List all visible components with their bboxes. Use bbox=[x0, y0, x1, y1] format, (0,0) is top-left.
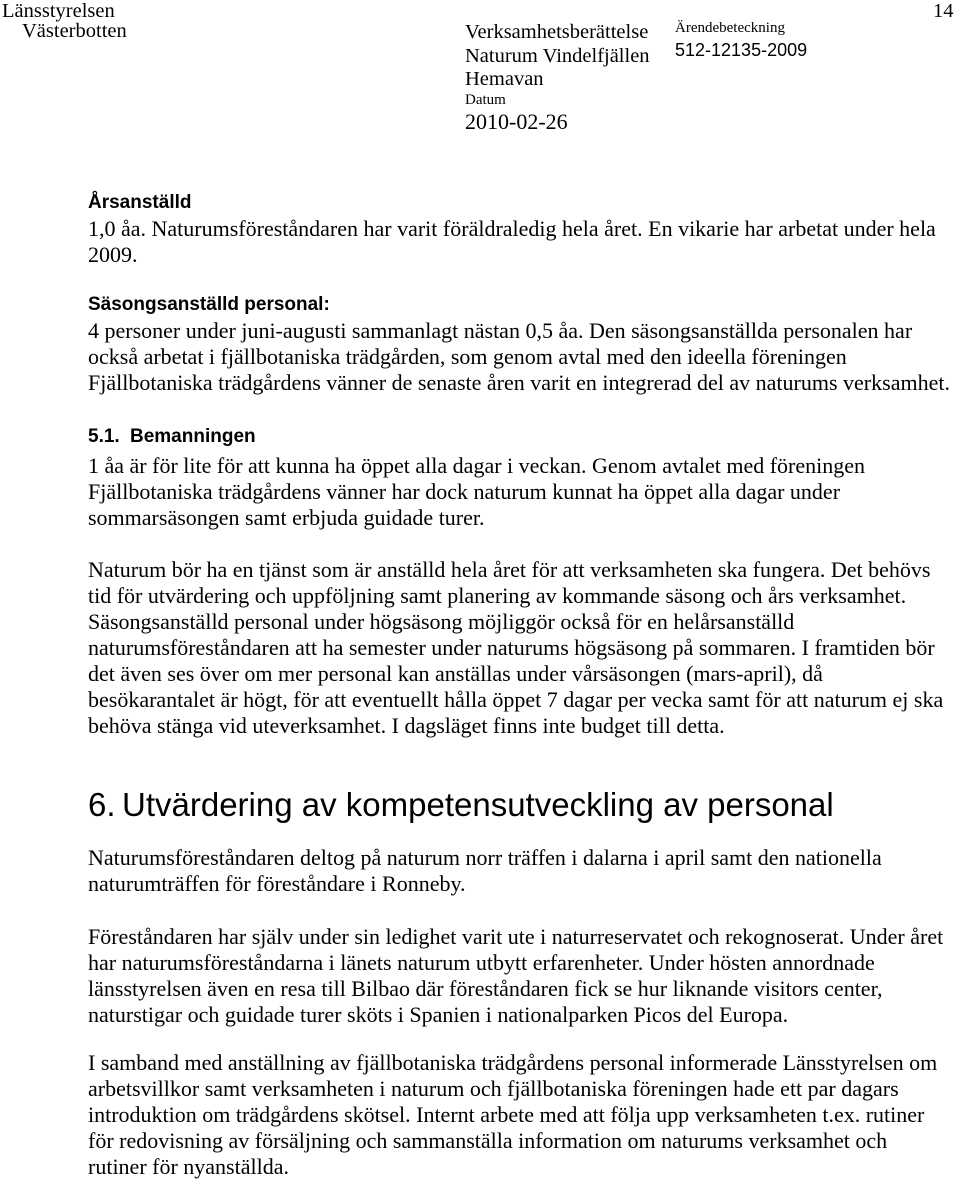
document-subtitle-line-2: Hemavan bbox=[465, 68, 544, 90]
paragraph-line: behöva stänga vid uteverksamhet. I dagsläget finns inte budget till detta. bbox=[88, 713, 725, 738]
paragraph bbox=[88, 924, 943, 1028]
paragraph-line: Naturumsföreståndaren deltog på naturum norr träffen i dalarna i april samt den nationella bbox=[88, 845, 882, 870]
section-arsanstalld bbox=[88, 190, 936, 268]
document-title: Verksamhetsberättelse bbox=[465, 21, 649, 43]
paragraph bbox=[88, 1050, 937, 1180]
paragraph-line: naturumsföreståndaren att ha semester under naturums högsäsong på sommaren. I framtiden bör bbox=[88, 635, 935, 660]
paragraph-line: sommarsäsongen samt erbjuda guidade turer. bbox=[88, 505, 485, 530]
case-number: 512-12135-2009 bbox=[675, 40, 808, 60]
org-name-line-1: Länsstyrelsen bbox=[2, 0, 115, 22]
case-label: Ärendebeteckning bbox=[675, 20, 785, 36]
section-sasongsanstalld bbox=[88, 292, 950, 396]
section-heading: Säsongsanställd personal: bbox=[88, 294, 330, 315]
paragraph-line: har naturumsföreståndarna i länets naturum utbytt erfarenheter. Under hösten annordnade bbox=[88, 950, 875, 975]
paragraph-line: 4 personer under juni-augusti sammanlagt nästan 0,5 åa. Den säsongsanställda personalen har bbox=[88, 318, 913, 343]
section-number: 6. bbox=[88, 786, 116, 823]
paragraph-line: I samband med anställning av fjällbotaniska trädgårdens personal informerade Länsstyrelsen om bbox=[88, 1050, 938, 1075]
page-number: 14 bbox=[933, 0, 954, 22]
paragraph-line: det även ses över om mer personal kan anställas under vårsäsongen (mars-april), då bbox=[88, 661, 823, 686]
section-title: Utvärdering av kompetensutveckling av personal bbox=[122, 786, 834, 823]
section-heading-6 bbox=[88, 785, 834, 825]
document-subtitle-line-1: Naturum Vindelfjällen bbox=[465, 45, 650, 67]
paragraph-line: 2009. bbox=[88, 242, 138, 267]
section-number: 5.1. bbox=[88, 426, 120, 447]
paragraph-line: tid för utvärdering och uppföljning samt planering av kommande säsong och års verksamhet. bbox=[88, 583, 907, 608]
paragraph-line: naturstigar och guidade turer sköts i Spanien i nationalparken Picos del Europa. bbox=[88, 1002, 789, 1027]
section-heading-5-1 bbox=[88, 424, 256, 450]
paragraph bbox=[88, 557, 943, 739]
paragraph-line: för redovisning av försäljning och sammanställa information om naturums verksamhet och bbox=[88, 1128, 888, 1153]
paragraph-line: Fjällbotaniska trädgårdens vänner har dock naturum kunnat ha öppet alla dagar under bbox=[88, 479, 841, 504]
paragraph-line: 1,0 åa. Naturumsföreståndaren har varit föräldraledig hela året. En vikarie har arbetat under hela bbox=[88, 216, 936, 241]
paragraph-line: Naturum bör ha en tjänst som är anställd hela året för att verksamheten ska fungera. Det behövs bbox=[88, 557, 931, 582]
date-label: Datum bbox=[465, 92, 506, 108]
paragraph-line: introduktion om trädgårdens skötsel. Internt arbete med att följa upp verksamheten t.ex. rutiner bbox=[88, 1102, 925, 1127]
section-heading: Årsanställd bbox=[88, 192, 192, 213]
paragraph bbox=[88, 453, 865, 531]
paragraph-line: Säsongsanställd personal under högsäsong möjliggör också för en helårsanställd bbox=[88, 609, 795, 634]
paragraph-line: rutiner för nyanställda. bbox=[88, 1154, 289, 1179]
paragraph-line: naturumträffen för föreståndare i Ronneby. bbox=[88, 871, 466, 896]
paragraph-line: besökarantalet är högt, för att eventuellt hålla öppet 7 dagar per vecka samt för att naturum ej ska bbox=[88, 687, 944, 712]
paragraph-line: Föreståndaren har själv under sin ledighet varit ute i naturreservatet och rekognoserat. Under året bbox=[88, 924, 944, 949]
paragraph-line: 1 åa är för lite för att kunna ha öppet alla dagar i veckan. Genom avtalet med föreningen bbox=[88, 453, 866, 478]
section-title: Bemanningen bbox=[130, 426, 256, 447]
paragraph-line: Fjällbotaniska trädgårdens vänner de senaste åren varit en integrerad del av naturums verksamhet. bbox=[88, 370, 950, 395]
org-name-line-2: Västerbotten bbox=[22, 20, 127, 42]
paragraph-line: arbetsvillkor samt verksamheten i naturum och fjällbotaniska föreningen hade ett par dagars bbox=[88, 1076, 899, 1101]
paragraph bbox=[88, 845, 882, 897]
paragraph-line: länsstyrelsen även en resa till Bilbao där föreståndaren fick se hur liknande visitors center, bbox=[88, 976, 883, 1001]
date-value: 2010-02-26 bbox=[465, 109, 568, 134]
paragraph-line: också arbetat i fjällbotaniska trädgården, som genom avtal med den ideella föreningen bbox=[88, 344, 847, 369]
